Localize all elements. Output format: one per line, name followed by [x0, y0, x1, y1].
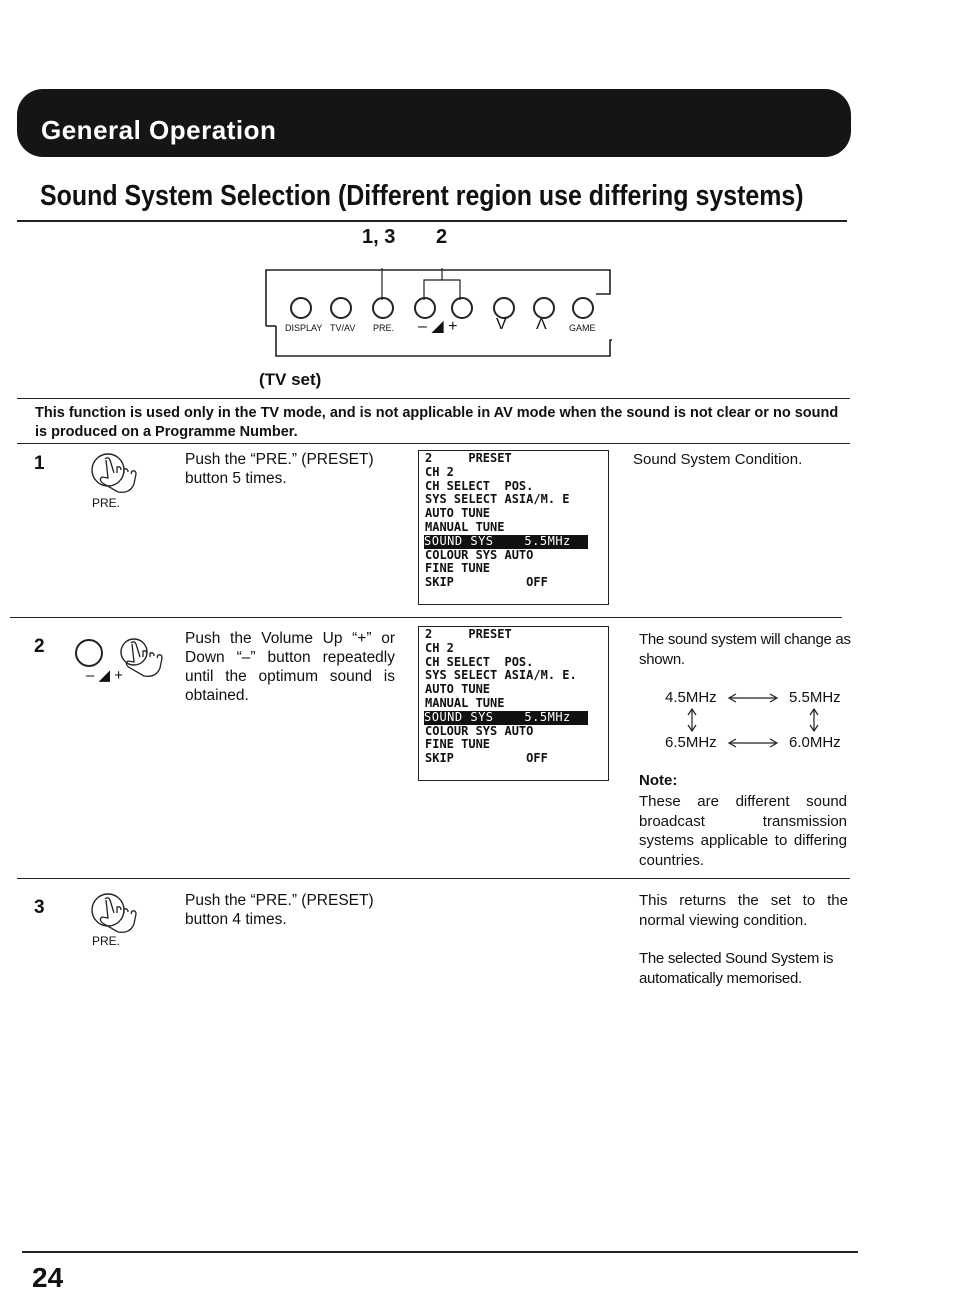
double-arrow-icon	[726, 692, 780, 704]
osd-row: AUTO TUNE	[425, 682, 491, 697]
freq-5-5: 5.5MHz	[789, 689, 841, 706]
display-knob[interactable]	[290, 297, 312, 319]
osd-row: COLOUR SYS AUTO	[425, 723, 534, 738]
channel-down-symbol: V	[496, 316, 507, 333]
step-2-icon-label: – ◢ +	[86, 667, 123, 684]
intro-text: This function is used only in the TV mode, and is not applicable in AV mode when the sound is not clear or no sound is produced on a Programme Number.	[35, 405, 839, 440]
step-3-number: 3	[34, 897, 45, 918]
step-3-text: Push the “PRE.” (PRESET) button 4 times.	[185, 892, 374, 928]
osd-row: MANUAL TUNE	[425, 519, 505, 534]
step-2-number: 2	[34, 636, 45, 657]
page-title: Sound System Selection (Different region use differing systems)	[40, 180, 804, 212]
note-title: Note:	[639, 772, 678, 789]
osd-row: CH 2	[425, 464, 454, 479]
step-1-right-text: Sound System Condition.	[633, 451, 803, 468]
osd-menu-1	[418, 450, 609, 605]
double-arrow-icon	[726, 737, 780, 749]
osd-row: CH SELECT POS.	[425, 654, 534, 669]
game-label: GAME	[569, 323, 596, 333]
vertical-double-arrow-icon	[685, 707, 699, 733]
osd-row: CH SELECT POS.	[425, 478, 534, 493]
rule-top	[17, 398, 850, 399]
hand-press-icon	[88, 890, 150, 938]
osd-row: CH 2	[425, 640, 454, 655]
volume-symbol: – ◢ +	[418, 318, 458, 335]
tv-av-label: TV/AV	[330, 323, 356, 333]
step-3-icon-label: PRE.	[92, 934, 121, 948]
step-1-text: Push the “PRE.” (PRESET) button 5 times.	[185, 451, 374, 487]
osd-row: MANUAL TUNE	[425, 695, 505, 710]
rule-intro	[17, 443, 850, 444]
osd-row-highlighted: SOUND SYS 5.5MHz	[424, 711, 588, 725]
game-knob[interactable]	[572, 297, 594, 319]
freq-4-5: 4.5MHz	[665, 689, 717, 706]
osd-row: SKIP OFF	[425, 575, 548, 590]
channel-up-symbol: Λ	[536, 316, 547, 333]
diagram-caption: (TV set)	[259, 370, 322, 389]
osd-row: AUTO TUNE	[425, 506, 491, 521]
page-number: 24	[32, 1262, 64, 1293]
osd-row-highlighted: SOUND SYS 5.5MHz	[424, 535, 588, 549]
volume-knob-icon	[75, 639, 103, 667]
osd-row: COLOUR SYS AUTO	[425, 547, 534, 562]
rule-step-1	[10, 617, 842, 618]
section-banner-text: General Operation	[41, 115, 277, 145]
osd-menu-2	[418, 626, 609, 781]
step-2-text: Push the Volume Up “+” or Down “–” button repeatedly until the optimum sound is obtained.	[185, 630, 395, 704]
osd-row: SYS SELECT ASIA/M. E	[425, 492, 570, 507]
rule-step-2	[17, 878, 850, 879]
hand-press-icon	[118, 636, 178, 684]
osd-row: 2 PRESET	[425, 627, 512, 641]
pre-knob[interactable]	[372, 297, 394, 319]
hand-press-icon	[88, 450, 150, 498]
step-1-number: 1	[34, 453, 45, 474]
pre-label: PRE.	[373, 323, 395, 333]
callout-steps-1-3: 1, 3	[362, 226, 396, 248]
osd-row: 2 PRESET	[425, 451, 512, 465]
callout-step-2: 2	[436, 226, 448, 248]
osd-row: SKIP OFF	[425, 751, 548, 766]
osd-row: FINE TUNE	[425, 561, 491, 576]
step-2-right-text: The sound system will change as shown.	[639, 631, 851, 668]
tv-av-knob[interactable]	[330, 297, 352, 319]
osd-row: SYS SELECT ASIA/M. E.	[425, 668, 577, 683]
display-label: DISPLAY	[285, 323, 323, 333]
osd-row: FINE TUNE	[425, 737, 491, 752]
vertical-double-arrow-icon	[807, 707, 821, 733]
note-text: These are different sound broadcast transmission systems applicable to differing countries.	[639, 793, 847, 869]
freq-6-5: 6.5MHz	[665, 734, 717, 751]
step-3-right-note: The selected Sound System is automatically memorised.	[639, 950, 834, 987]
section-banner	[17, 89, 851, 157]
step-3-right-text: This returns the set to the normal viewing condition.	[639, 892, 848, 929]
step-1-icon-label: PRE.	[92, 496, 121, 510]
tv-panel-outline	[264, 268, 612, 358]
title-rule	[17, 220, 847, 222]
footer-rule	[22, 1251, 858, 1253]
freq-6-0: 6.0MHz	[789, 734, 841, 751]
